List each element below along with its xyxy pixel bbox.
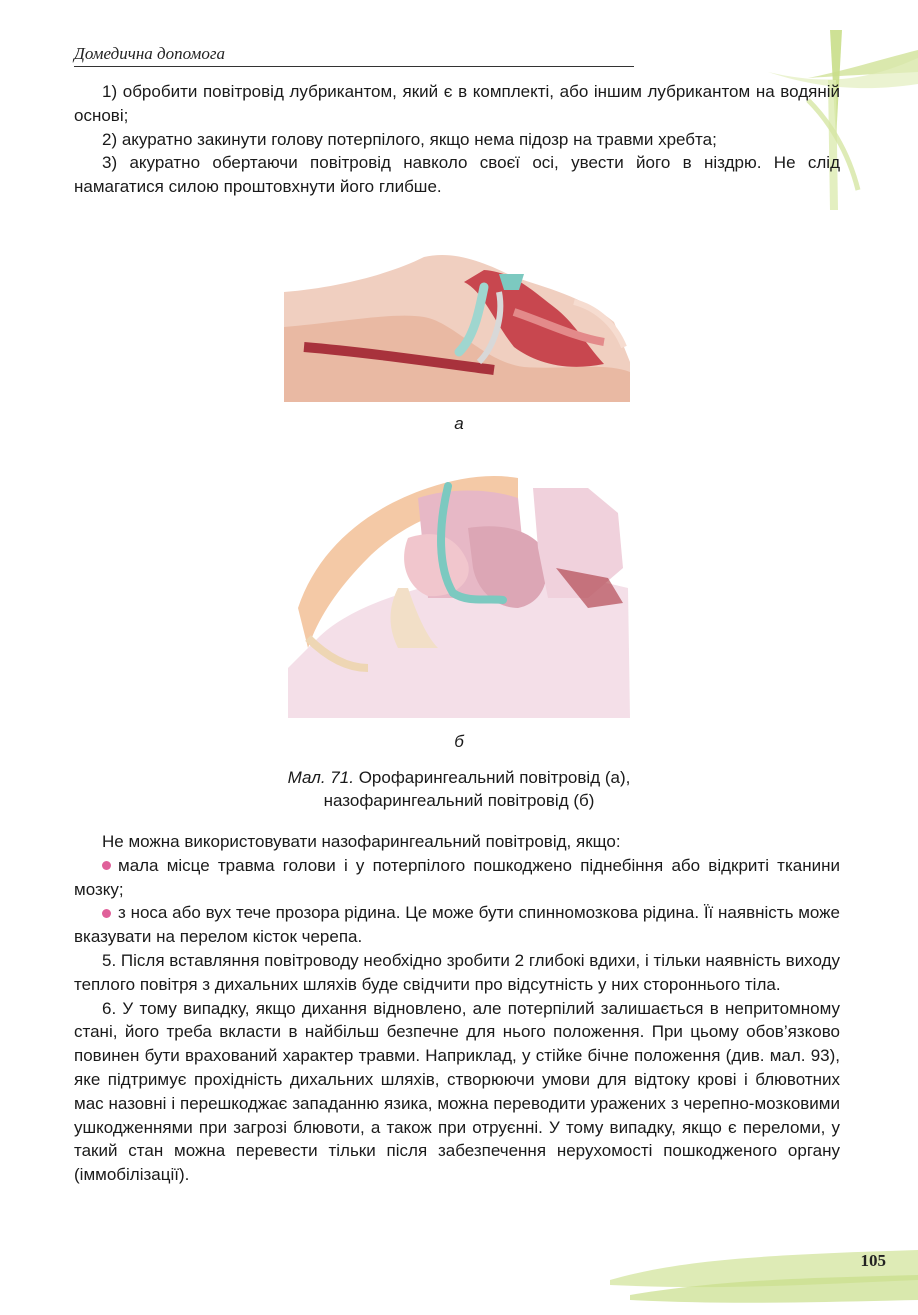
bullet-item: з носа або вух тече прозора рідина. Це може бути спинномозкова рідина. Її наявність може вказувати на перелом кісток черепа. <box>74 903 840 947</box>
list-item: 2) акуратно закинути голову потерпілого, якщо нема підозр на травми хребта; <box>102 129 717 149</box>
paragraph-5: 5. Після вставляння повітроводу необхідно зробити 2 глибокі вдихи, і тільки наявність виходу теплого повітря з дихальних шляхів буде свідчити про відсутність у них стороннього тіла. <box>74 950 840 994</box>
nasopharyngeal-airway-illustration <box>288 468 630 718</box>
bullet-item: мала місце травма голови і у потерпілого пошкоджено піднебіння або відкриті тканини мозку; <box>74 855 840 899</box>
caption-line-2: назофарингеальний повітровід (б) <box>323 791 595 810</box>
page-number: 105 <box>860 1251 886 1270</box>
paragraph-6: 6. У тому випадку, якщо дихання відновлено, але потерпілий залишається в непритомному стані, його треба вкласти в найбільш безпечне для нього положення. При цьому обов’язково повинен бути врахований характер травми. Наприклад, у стійке бічне положення (див. мал. 93), яке підтримує прохідність дихальних шляхів, створюючи умови для відтоку крові і блювотних мас назовні і перешкоджає западанню язика, можна переводити уражених з черепно-мозковими ушкодженнями при загрозі блювоти, а також при отруєнні. У тому випадку, якщо є переломи, у такий стан можна перевести тільки після забезпечення нерухомості пошкодженого органу (іммобілізації). <box>74 998 840 1185</box>
paragraph-intro: Не можна використовувати назофарингеальний повітровід, якщо: <box>102 832 621 851</box>
main-text <box>74 830 840 1187</box>
figure-caption <box>0 766 918 812</box>
bullet-icon <box>102 861 111 870</box>
figure-b-label: б <box>454 732 464 751</box>
caption-reference: Мал. 71. <box>287 768 354 787</box>
oropharyngeal-airway-illustration <box>284 252 630 402</box>
instruction-list <box>74 80 840 199</box>
list-item: 1) обробити повітровід лубрикантом, який є в комплекті, або іншим лубрикантом на водяній основі; <box>74 82 840 125</box>
bullet-icon <box>102 909 111 918</box>
caption-line-1: Орофарингеальний повітровід (а), <box>358 768 631 787</box>
figure-a-label: а <box>454 414 464 433</box>
list-item: 3) акуратно обертаючи повітровід навколо своєї осі, увести його в ніздрю. Не слід намагатися силою проштовхнути його глибше. <box>74 153 840 197</box>
running-header: Домедична допомога <box>74 44 634 67</box>
